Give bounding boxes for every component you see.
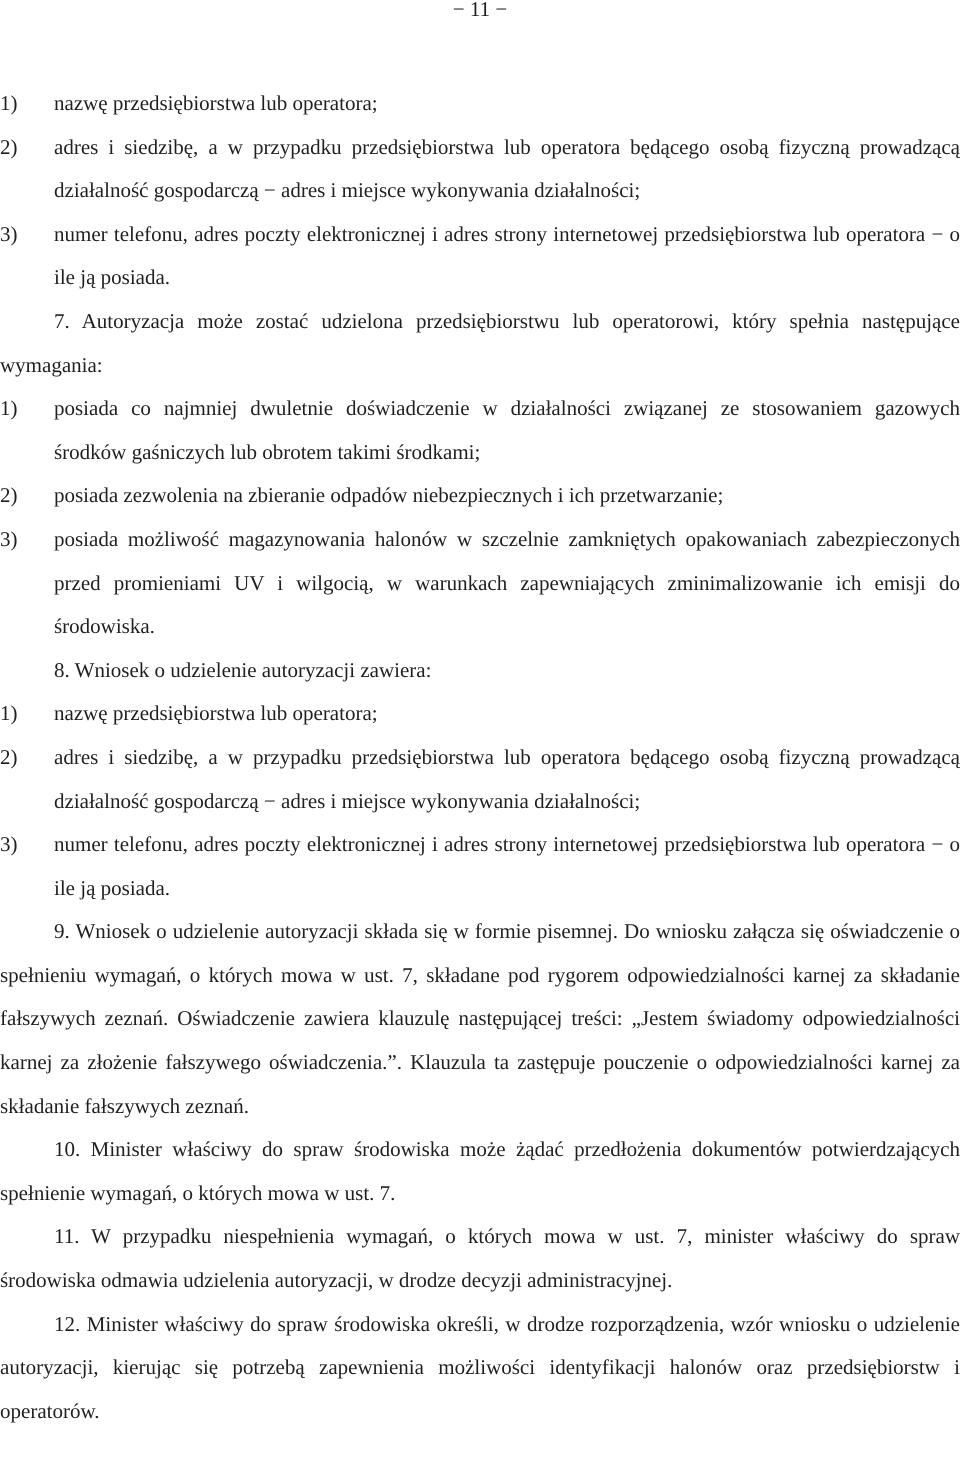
list-item-permits xyxy=(0,474,960,518)
list-item-address xyxy=(0,736,960,823)
list-item-text: numer telefonu, adres poczty elektronicznej i adres strony internetowej przedsiębiorstwa lub operatora − o ile ją posiada. xyxy=(54,221,960,290)
list-item-text: posiada zezwolenia na zbieranie odpadów niebezpiecznych i ich przetwarzanie; xyxy=(54,483,724,508)
paragraph-7: 7. Autoryzacja może zostać udzielona przedsiębiorstwu lub operatorowi, który spełnia następujące wymagania: xyxy=(0,308,960,377)
list-item-number: 3) xyxy=(0,526,18,551)
list-item-text: posiada możliwość magazynowania halonów w szczelnie zamkniętych opakowaniach zabezpieczonych przed promieniami UV i wilgocią, w warunkach zapewniających zminimalizowanie ich emisji do środowiska. xyxy=(54,526,960,639)
paragraph-9: 9. Wniosek o udzielenie autoryzacji składa się w formie pisemnej. Do wniosku załącza się oświadczenie o spełnieniu wymagań, o których mowa w ust. 7, składane pod rygorem odpowiedzialności karnej za składanie fałszywych zeznań. Oświadczenie zawiera klauzulę następującej treści: „Jestem świadomy odpowiedzialności karnej za złożenie fałszywego oświadczenia.”. Klauzula ta zastępuje pouczenie o odpowiedzialności karnej za składanie fałszywych zeznań. xyxy=(0,919,960,1118)
list-item-number: 1) xyxy=(0,91,18,115)
list-item-number: 2) xyxy=(0,483,18,508)
list-item-experience xyxy=(0,387,960,474)
list-item-text: adres i siedzibę, a w przypadku przedsiębiorstwa lub operatora będącego osobą fizyczną prowadzącą działalność gospodarczą − adres i miejsce wykonywania działalności; xyxy=(54,134,960,203)
list-item-text: posiada co najmniej dwuletnie doświadczenie w działalności związanej ze stosowaniem gazowych środków gaśniczych lub obrotem takimi środkami; xyxy=(54,396,960,464)
page-number: − 11 − xyxy=(452,0,508,21)
list-item-text: nazwę przedsiębiorstwa lub operatora; xyxy=(54,91,378,115)
list-item-contact xyxy=(0,823,960,910)
list-item-storage xyxy=(0,518,960,649)
list-item-number: 1) xyxy=(0,701,18,726)
paragraph-10: 10. Minister właściwy do spraw środowiska może żądać przedłożenia dokumentów potwierdzających spełnienie wymagań, o których mowa w ust. 7. xyxy=(0,1137,960,1205)
document-body xyxy=(0,82,960,1433)
list-item-name xyxy=(0,692,960,736)
list-item-number: 1) xyxy=(0,396,18,421)
list-item-text: nazwę przedsiębiorstwa lub operatora; xyxy=(54,701,378,726)
paragraph-12: 12. Minister właściwy do spraw środowiska określi, w drodze rozporządzenia, wzór wniosku o udzielenie autoryzacji, kierując się potrzebą zapewnienia możliwości identyfikacji halonów oraz przedsiębiorstw i operatorów. xyxy=(0,1311,960,1423)
paragraph-8: 8. Wniosek o udzielenie autoryzacji zawiera: xyxy=(54,657,432,682)
list-item-number: 2) xyxy=(0,744,18,769)
list-item-address xyxy=(0,126,960,213)
list-item-number: 2) xyxy=(0,134,18,159)
list-item-number: 3) xyxy=(0,832,18,857)
list-item-number: 3) xyxy=(0,221,18,246)
list-item-name xyxy=(0,82,960,126)
paragraph-11: 11. W przypadku niespełnienia wymagań, o których mowa w ust. 7, minister właściwy do spraw środowiska odmawia udzielenia autoryzacji, w drodze decyzji administracyjnej. xyxy=(0,1224,960,1293)
list-item-text: adres i siedzibę, a w przypadku przedsiębiorstwa lub operatora będącego osobą fizyczną prowadzącą działalność gospodarczą − adres i miejsce wykonywania działalności; xyxy=(54,744,960,813)
list-item-contact xyxy=(0,213,960,300)
list-item-text: numer telefonu, adres poczty elektronicznej i adres strony internetowej przedsiębiorstwa lub operatora − o ile ją posiada. xyxy=(54,832,960,900)
